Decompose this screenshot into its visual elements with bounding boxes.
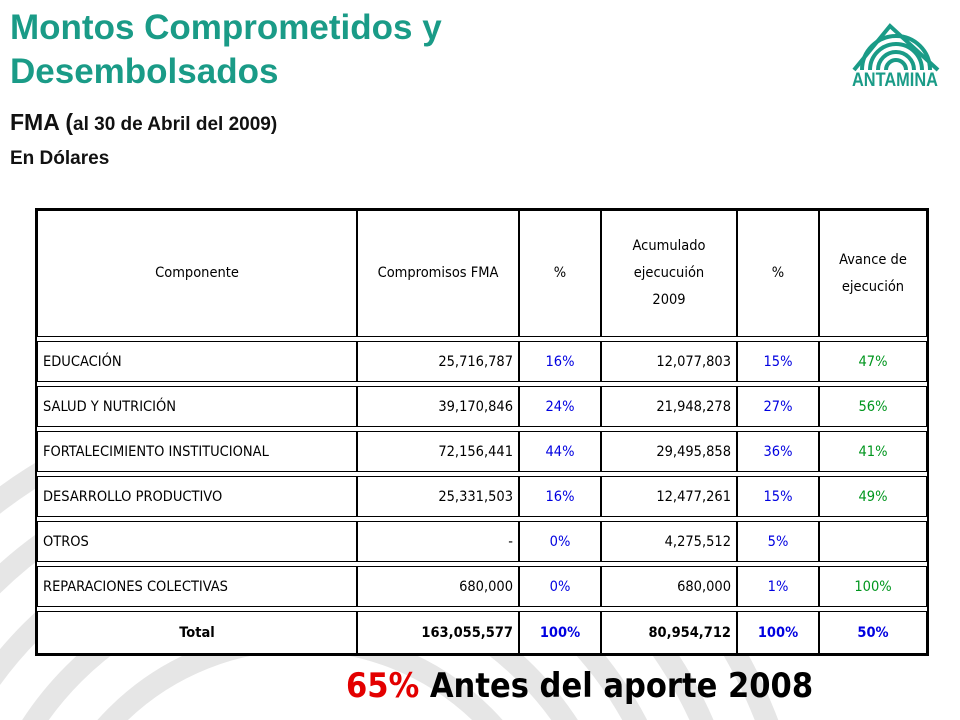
subtitle-date: al 30 de Abril del 2009) — [73, 114, 278, 135]
header-acumulado — [601, 210, 737, 337]
footer-text: Antes del aporte 2008 — [419, 666, 814, 706]
header-avance — [819, 210, 927, 337]
cell-componente: FORTALECIMIENTO INSTITUCIONAL — [37, 431, 357, 472]
cell-pct-acumulado: 36% — [737, 431, 819, 472]
header-acumulado-line-1: Acumulado — [632, 238, 706, 254]
units-label: En Dólares — [10, 148, 110, 169]
cell-componente: OTROS — [37, 521, 357, 562]
cell-avance: 100% — [819, 566, 927, 607]
cell-pct-compromisos: 0% — [519, 566, 601, 607]
table-row — [37, 566, 927, 607]
cell-acumulado: 12,077,803 — [601, 341, 737, 382]
cell-avance: 49% — [819, 476, 927, 517]
page-subtitle — [10, 108, 277, 139]
cell-acumulado: 4,275,512 — [601, 521, 737, 562]
cell-compromisos: - — [357, 521, 519, 562]
table-row — [37, 386, 927, 427]
header-acumulado-line-3: 2009 — [652, 292, 686, 308]
footer-note — [346, 666, 813, 706]
table-row — [37, 341, 927, 382]
cell-pct-compromisos: 16% — [519, 476, 601, 517]
cell-pct-acumulado: 1% — [737, 566, 819, 607]
page-title — [10, 6, 442, 94]
logo-text: ANTAMINA — [852, 70, 938, 91]
table-header-row — [37, 210, 927, 337]
total-pct-acumulado: 100% — [737, 611, 819, 654]
cell-compromisos: 25,331,503 — [357, 476, 519, 517]
header-pct-compromisos: % — [519, 210, 601, 337]
cell-compromisos: 39,170,846 — [357, 386, 519, 427]
cell-acumulado: 21,948,278 — [601, 386, 737, 427]
table-row — [37, 521, 927, 562]
cell-compromisos: 25,716,787 — [357, 341, 519, 382]
total-acumulado: 80,954,712 — [601, 611, 737, 654]
header-avance-line-1: Avance de — [839, 251, 907, 268]
table-total-row — [37, 611, 927, 654]
cell-acumulado: 12,477,261 — [601, 476, 737, 517]
table-row — [37, 431, 927, 472]
cell-avance: 47% — [819, 341, 927, 382]
header-compromisos: Compromisos FMA — [357, 210, 519, 337]
table-row — [37, 476, 927, 517]
cell-pct-compromisos: 44% — [519, 431, 601, 472]
header-acumulado-line-2: ejecucuión — [633, 265, 705, 281]
cell-compromisos: 680,000 — [357, 566, 519, 607]
cell-pct-compromisos: 16% — [519, 341, 601, 382]
header-componente: Componente — [37, 210, 357, 337]
cell-componente: DESARROLLO PRODUCTIVO — [37, 476, 357, 517]
subtitle-main: FMA ( — [10, 109, 74, 135]
fma-amounts-table — [35, 208, 929, 656]
cell-pct-acumulado: 15% — [737, 341, 819, 382]
total-compromisos: 163,055,577 — [357, 611, 519, 654]
total-pct-compromisos: 100% — [519, 611, 601, 654]
cell-acumulado: 680,000 — [601, 566, 737, 607]
cell-pct-compromisos: 0% — [519, 521, 601, 562]
title-line-2: Desembolsados — [10, 52, 279, 91]
total-label: Total — [37, 611, 357, 654]
title-line-1: Montos Comprometidos y — [10, 8, 442, 47]
cell-componente: EDUCACIÓN — [37, 341, 357, 382]
cell-componente: SALUD Y NUTRICIÓN — [37, 386, 357, 427]
cell-pct-acumulado: 5% — [737, 521, 819, 562]
footer-highlight-percent: 65% — [346, 666, 420, 706]
cell-componente: REPARACIONES COLECTIVAS — [37, 566, 357, 607]
cell-pct-acumulado: 27% — [737, 386, 819, 427]
cell-avance — [819, 521, 927, 562]
total-avance: 50% — [819, 611, 927, 654]
cell-pct-compromisos: 24% — [519, 386, 601, 427]
cell-avance: 41% — [819, 431, 927, 472]
cell-pct-acumulado: 15% — [737, 476, 819, 517]
cell-compromisos: 72,156,441 — [357, 431, 519, 472]
header-pct-acumulado: % — [737, 210, 819, 337]
header-avance-line-2: ejecución — [841, 278, 905, 295]
cell-acumulado: 29,495,858 — [601, 431, 737, 472]
cell-avance: 56% — [819, 386, 927, 427]
